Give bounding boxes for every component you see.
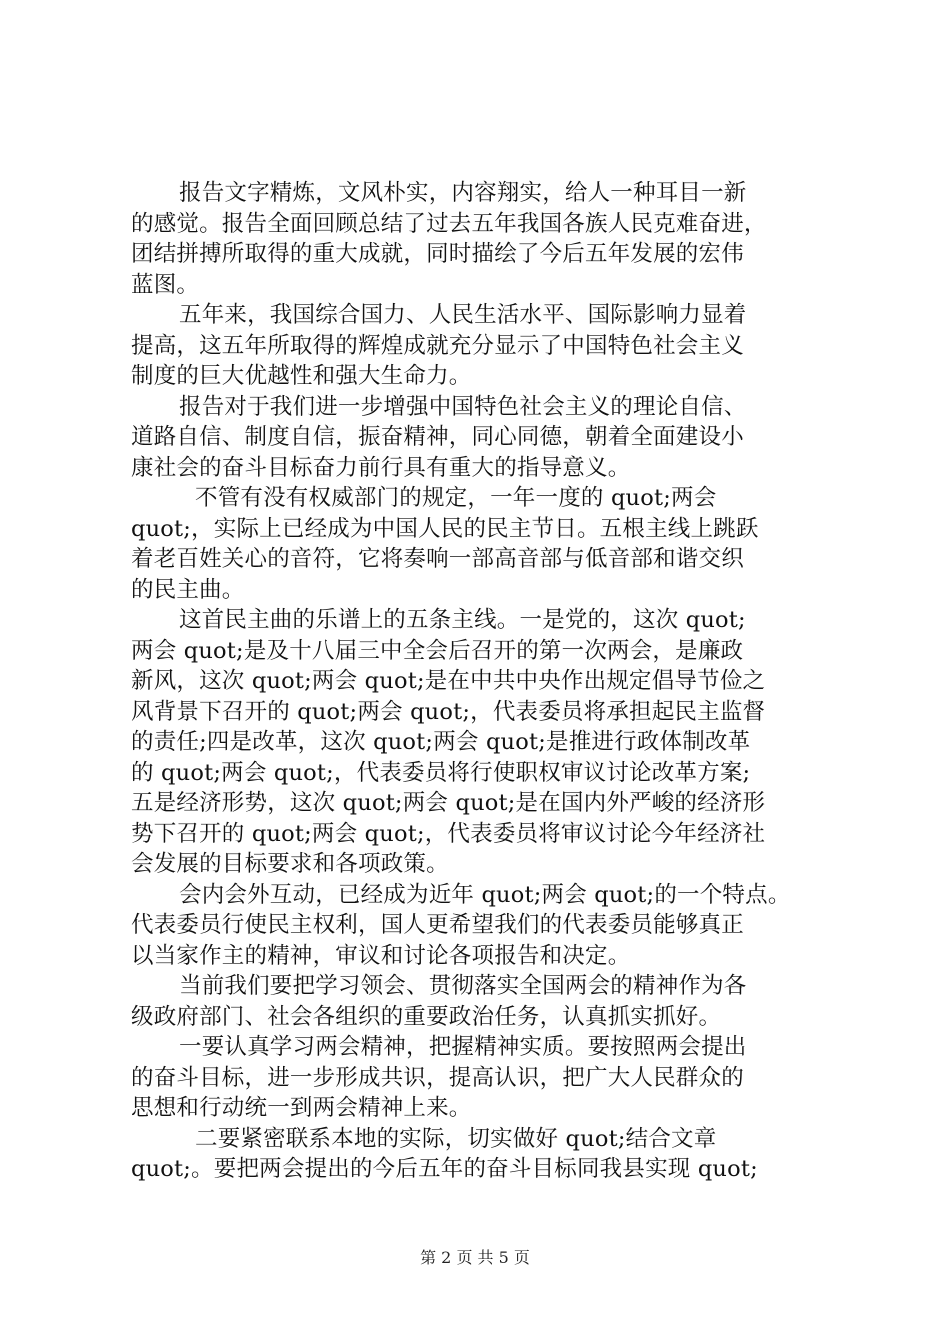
text-line: 不管有没有权威部门的规定，一年一度的 quot;两会 (195, 485, 717, 511)
text-line: 的感觉。报告全面回顾总结了过去五年我国各族人民克难奋进， (131, 210, 767, 237)
text-line: 代表委员行使民主权利，国人更希望我们的代表委员能够真正 (131, 912, 744, 938)
text-line: 一要认真学习两会精神，把握精神实质。要按照两会提出 (179, 1034, 747, 1060)
text-line: 当前我们要把学习领会、贯彻落实全国两会的精神作为各 (179, 973, 747, 999)
text-line: 的 quot;两会 quot;，代表委员将行使职权审议讨论改革方案; (131, 759, 751, 786)
text-line: 制度的巨大优越性和强大生命力。 (131, 363, 472, 389)
text-line: 两会 quot;是及十八届三中全会后召开的第一次两会，是廉政 (131, 637, 744, 664)
text-line: 五是经济形势，这次 quot;两会 quot;是在国内外严峻的经济形 (131, 790, 766, 816)
text-line: 会发展的目标要求和各项政策。 (131, 851, 449, 877)
text-line: 报告文字精炼，文风朴实，内容翔实，给人一种耳目一新 (179, 180, 747, 206)
text-line: 思想和行动统一到两会精神上来。 (131, 1095, 472, 1121)
text-line: 五年来，我国综合国力、人民生活水平、国际影响力显着 (179, 302, 747, 328)
text-line: 这首民主曲的乐谱上的五条主线。一是党的，这次 quot; (179, 607, 746, 633)
text-line: 级政府部门、社会各组织的重要政治任务，认真抓实抓好。 (131, 1003, 722, 1030)
text-line: 的奋斗目标，进一步形成共识，提高认识，把广大人民群众的 (131, 1064, 744, 1091)
text-line: 的责任;四是改革，这次 quot;两会 quot;是推进行政体制改革 (131, 729, 751, 755)
text-line: 风背景下召开的 quot;两会 quot;，代表委员将承担起民主监督 (131, 698, 766, 725)
text-line: quot;，实际上已经成为中国人民的民主节日。五根主线上跳跃 (131, 515, 759, 542)
text-line: 提高，这五年所取得的辉煌成就充分显示了中国特色社会主义 (131, 332, 744, 359)
text-line: 会内会外互动，已经成为近年 quot;两会 quot;的一个特点。 (179, 881, 791, 908)
document-body (131, 178, 831, 1185)
text-line: 道路自信、制度自信，振奋精神，同心同德，朝着全面建设小 (131, 424, 744, 450)
text-line: 着老百姓关心的音符，它将奏响一部高音部与低音部和谐交织 (131, 546, 744, 572)
text-line: 蓝图。 (131, 271, 200, 298)
text-line: 的民主曲。 (131, 576, 245, 603)
text-line: 以当家作主的精神，审议和讨论各项报告和决定。 (131, 942, 631, 969)
page-footer: 第 2 页 共 5 页 (420, 1248, 530, 1267)
text-line: 康社会的奋斗目标奋力前行具有重大的指导意义。 (131, 454, 631, 481)
text-line: 二要紧密联系本地的实际，切实做好 quot;结合文章 (195, 1125, 717, 1152)
text-line: 势下召开的 quot;两会 quot;，代表委员将审议讨论今年经济社 (131, 820, 766, 847)
text-line: 新风，这次 quot;两会 quot;是在中共中央作出规定倡导节俭之 (131, 668, 766, 694)
text-line: quot;。要把两会提出的今后五年的奋斗目标同我县实现 quot; (131, 1156, 758, 1182)
text-line: 报告对于我们进一步增强中国特色社会主义的理论自信、 (179, 393, 747, 420)
text-line: 团结拼搏所取得的重大成就，同时描绘了今后五年发展的宏伟 (131, 241, 744, 267)
